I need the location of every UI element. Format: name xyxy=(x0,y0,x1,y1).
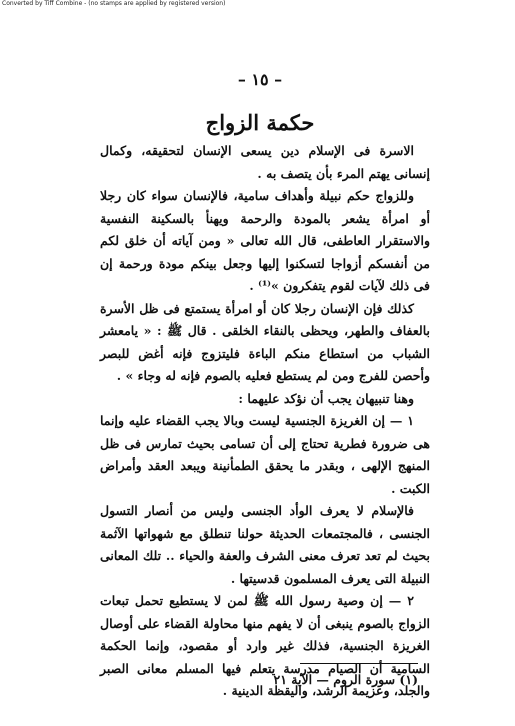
paragraph-wisdom: وللزواج حكم نبيلة وأهداف سامية، فالإنسان سواء كان رجلا أو امرأة يشعر بالمودة والرحمة ويهنأ بالسكينة النفسية والاستقرار العاطفى، قال الله تعالى « ومن آياته أن خلق لكم من أنفسكم أزواجا لتسكنوا إليها وجعل بينكم مودة ورحمة إن فى ذلك لآيات لقوم يتفكرون »⁽¹⁾ . xyxy=(100,188,430,293)
footnote: (١) سورة الروم — الآية ٢١ xyxy=(273,672,418,687)
paragraph-chastity: كذلك فإن الإنسان رجلا كان أو امرأة يستمتع فى ظل الأسرة بالعفاف والطهر، ويحظى بالنقاء الخلقى . قال ﷺ : « يامعشر الشباب من استطاع منكم الباءة فليتزوج فإنه أغض للبصر وأحصن للفرج ومن لم يستطع فعليه بالصوم فإنه له وجاء » . xyxy=(100,300,430,383)
paragraph-note-two: ٢ — إن وصية رسول الله ﷺ لمن لا يستطيع تحمل تبعات الزواج بالصوم ينبغى أن لا يفهم منها محاولة القضاء على أوصال الغريزة الجنسية، فذلك غير وارد أو مقصود، وإنما الحكمة السامية أن الصيام مدرسة يتعلم فيها المسلم معانى الصبر والجلد، وعزيمة الرشد، واليقظة الدينية . xyxy=(100,593,430,698)
paragraph-intro: الاسرة فى الإسلام دين يسعى الإنسان لتحقيقه، وكمال إنسانى يهتم المرء بأن يتصف به . xyxy=(100,143,430,181)
paragraph-two-notes: وهنا تنبيهان يجب أن نؤكد عليهما : xyxy=(238,390,414,406)
footnote-divider xyxy=(300,663,418,664)
body-text xyxy=(100,140,430,703)
page-title: حكمة الزواج xyxy=(205,110,315,135)
page-number: – ١٥ – xyxy=(237,70,283,89)
paragraph-note-one: ١ — إن الغريزة الجنسية ليست وبالا يجب القضاء عليه وإنما هى ضرورة فطرية تحتاج إلى أن تسامى بحيث تمارس فى ظل المنهج الإلهى ، وبقدر ما يحقق الطمأنينة ويبعد العقد وأمراض الكبت . xyxy=(100,413,430,496)
converter-watermark: Converted by Tiff Combine - (no stamps are applied by registered version) xyxy=(2,0,226,7)
paragraph-islam: فالإسلام لا يعرف الوأد الجنسى وليس من أنصار التسول الجنسى ، فالمجتمعات الحديثة حولنا تنطلق مع شهواتها الآثمة بحيث لم تعد تعرف معنى الشرف والعفة والحياء .. تلك المعانى النبيلة التى يعرف المسلمون قدسيتها . xyxy=(100,503,430,586)
